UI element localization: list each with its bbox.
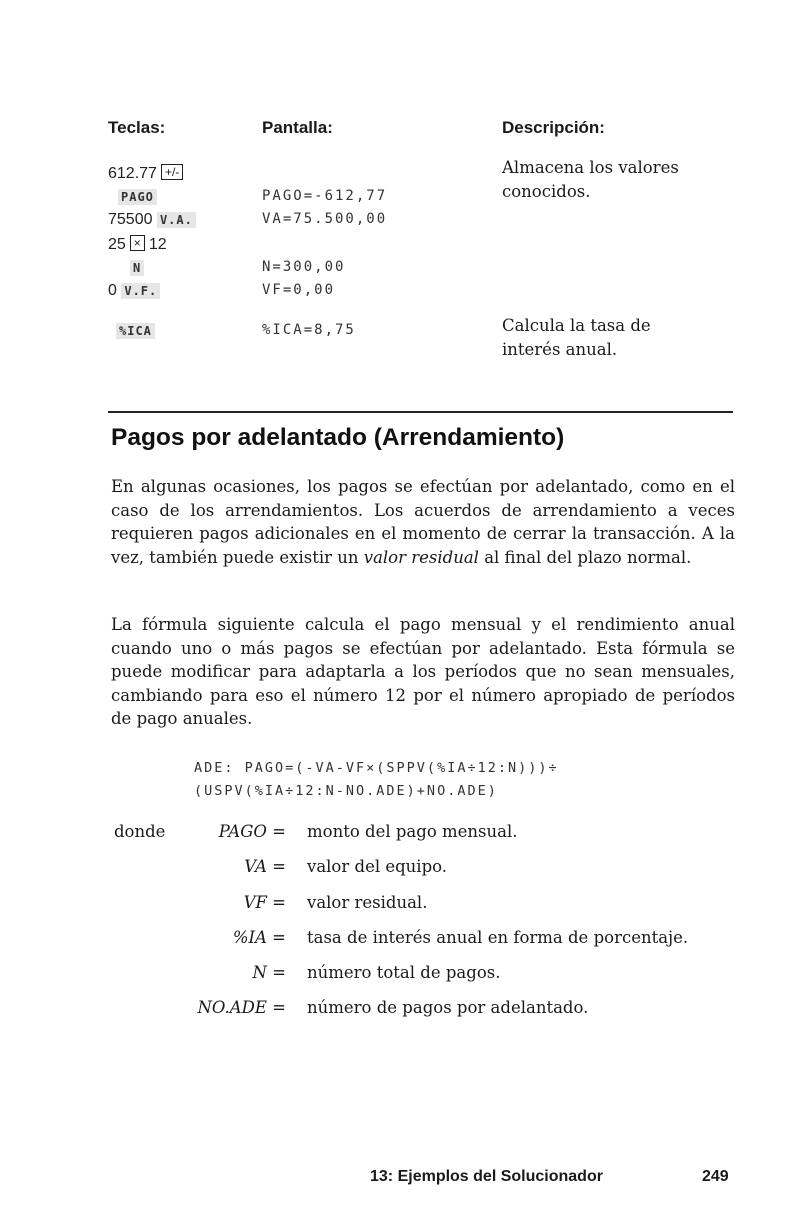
definition-text: monto del pago mensual.: [307, 822, 518, 841]
paragraph-1-end: al final del plazo normal.: [478, 547, 692, 567]
page-number: 249: [702, 1168, 729, 1185]
softkey-va: V.A.: [157, 212, 196, 228]
definition-symbol: VF =: [243, 893, 286, 912]
definition-symbol: VA =: [244, 857, 286, 876]
definition-symbol: %IA =: [232, 928, 286, 947]
footer-chapter: 13: Ejemplos del Solucionador: [370, 1168, 603, 1185]
display-row-2: PAGO=-612,77: [262, 188, 388, 204]
section-rule: [108, 411, 733, 413]
definition-text: número total de pagos.: [307, 963, 501, 982]
key-row-4: [108, 235, 167, 254]
key-row-2: [118, 188, 157, 206]
header-description: Descripción:: [502, 118, 605, 137]
key-row-6: [108, 282, 160, 300]
change-sign-key: +/-: [161, 164, 183, 180]
key-row-5: [130, 259, 144, 277]
paragraph-2: La fórmula siguiente calcula el pago mensual y el rendimiento anual cuando uno o más pagos se efectúan por adelantado. Esta fórmula se puede modificar para adaptarla a los períodos que no sean mensuales, cambiando para eso el número 12 por el número apropiado de períodos de pago anuales.: [111, 615, 735, 728]
key-row-7: [116, 322, 155, 340]
description-calculate: Calcula la tasa de interés anual.: [502, 316, 651, 359]
definition-text: número de pagos por adelantado.: [307, 998, 589, 1017]
section-title: Pagos por adelantado (Arrendamiento): [111, 424, 565, 451]
key-row-3: [108, 211, 196, 229]
definition-symbol: NO.ADE =: [197, 998, 286, 1017]
key-row-1: [108, 164, 187, 183]
formula-line-1: ADE: PAGO=(-VA-VF×(SPPV(%IA÷12:N)))÷: [194, 760, 559, 776]
key-number: 12: [148, 236, 167, 253]
key-number: 75500: [108, 211, 153, 228]
softkey-ica: %ICA: [116, 323, 155, 339]
softkey-pago: PAGO: [118, 189, 157, 205]
paragraph-1-text: En algunas ocasiones, los pagos se efectúan por adelantado, como en el caso de los arrendamientos. Los acuerdos de arrendamiento a veces requieren pagos adicionales en el momento de cerrar la transacción. A la vez, también puede existir un: [111, 477, 735, 567]
display-row-5: N=300,00: [262, 259, 346, 275]
softkey-vf: V.F.: [121, 283, 160, 299]
description-store: Almacena los valores conocidos.: [502, 158, 679, 201]
header-keys: Teclas:: [108, 118, 166, 137]
key-number: 612.77: [108, 165, 157, 182]
display-row-7: %ICA=8,75: [262, 322, 356, 338]
key-number: 0: [108, 282, 117, 299]
emphasis-valor-residual: valor residual: [363, 547, 479, 567]
key-number: 25: [108, 236, 126, 253]
header-display: Pantalla:: [262, 118, 333, 137]
definition-symbol: N =: [252, 963, 286, 982]
definition-text: tasa de interés anual en forma de porcentaje.: [307, 928, 689, 947]
where-label: donde: [114, 822, 166, 841]
definition-symbol: PAGO =: [218, 822, 286, 841]
display-row-3: VA=75.500,00: [262, 211, 388, 227]
definition-text: valor del equipo.: [307, 857, 448, 876]
display-row-6: VF=0,00: [262, 282, 336, 298]
paragraph-1: [111, 475, 735, 569]
formula-line-2: (USPV(%IA÷12:N-NO.ADE)+NO.ADE): [194, 783, 498, 799]
softkey-n: N: [130, 260, 144, 276]
definition-text: valor residual.: [307, 893, 428, 912]
multiply-key: ×: [130, 235, 145, 251]
